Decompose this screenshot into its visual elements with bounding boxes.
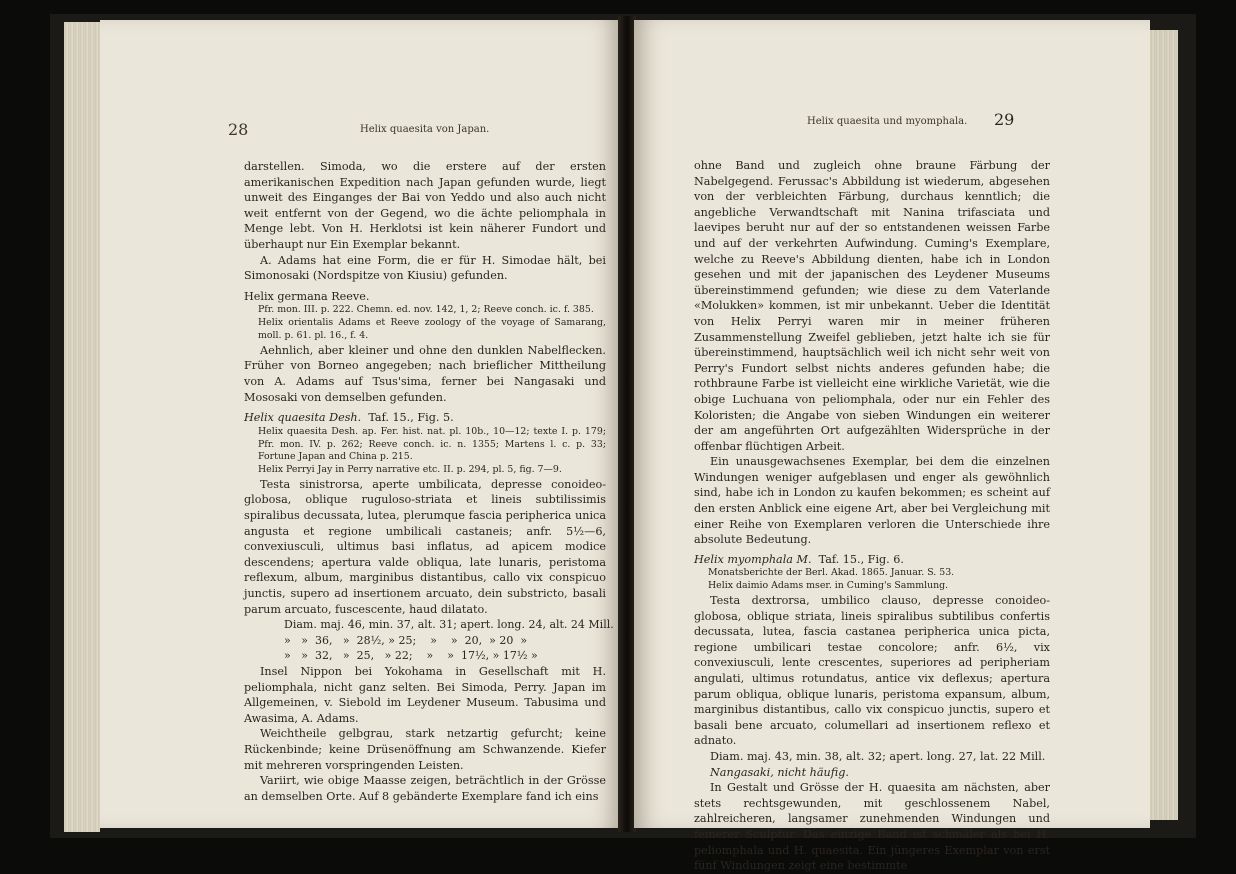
paragraph: A. Adams hat eine Form, die er für H. Simodae hält, bei Simonosaki (Nordspitze von Kiusiu) gefunden. <box>244 253 606 283</box>
page-edges-left <box>64 22 100 832</box>
reference: Helix quaesita Desh. ap. Fer. hist. nat. pl. 10b., 10—12; texte I. p. 179; Pfr. mon. IV. p. 262; Reeve conch. ic. n. 1355; Martens l. c. p. 33; Fortune Japan and China p. 215. <box>258 425 606 463</box>
reference: Helix Perryi Jay in Perry narrative etc. II. p. 294, pl. 5, fig. 7—9. <box>258 464 562 476</box>
right-running-title: Helix quaesita und myomphala. <box>807 116 968 127</box>
reference: Helix orientalis Adams et Reeve zoology of the voyage of Samarang, moll. p. 61. pl. 16., f. 4. <box>258 317 606 341</box>
paragraph: ohne Band und zugleich ohne braune Färbung der Nabelgegend. Ferussac's Abbildung ist wiederum, abgesehen von der verbleichten Färbung, durchaus kenntlich; die angebliche Verwandtschaft mit Nanina trifasciata und laevipes beruht nur auf der so entstandenen weissen Farbe und auf der verkehrten Aufwindung. Cuming's Exemplare, welche zu Reeve's Abbildung dienten, habe ich in London gesehen und mit der japanischen des Leydener Museums übereinstimmend gefunden; wie diese zu dem Vaterlande «Molukken» kommen, ist mir unbekannt. Ueber die Identität von Helix Perryi waren mir in meiner früheren Zusammenstellung Zweifel geblieben, jetzt halte ich sie für übereinstimmend, hauptsächlich weil ich nicht sehr weit von Perry's Fundort selbst nichts anderes gefunden habe; die rothbraune Farbe ist vielleicht eine wirkliche Varietät, wie die obige Luchuana von peliomphala, oder nur ein Fehler des Koloristen; die Angabe von sieben Windungen ein weiterer der am angeführten Ort aufgezählten Widersprüche in der offenbar flüchtigen Arbeit. <box>694 159 1050 453</box>
species-name: Helix myomphala M. <box>694 552 812 566</box>
paragraph: Ein unausgewachsenes Exemplar, bei dem die einzelnen Windungen weniger aufgeblasen und enger als gewöhnlich sind, habe ich in London zu kaufen bekommen; es scheint auf den ersten Anblick eine eigene Art, aber bei Vergleichung mit einer Reihe von Exemplaren verloren die Unterschiede ihre absolute Bedeutung. <box>694 455 1050 547</box>
latin-description: Testa dextrorsa, umbilico clauso, depresse conoideo-globosa, oblique striata, lineis spiralibus subtilibus confertis decussata, lutea, fascia castanea peripherica unica picta, regione umbilicari testae concolore; anfr. 6½, vix convexiusculi, lente crescentes, superiores ad peripheriam angulati, ultimus rotundatus, antice vix deflexus; apertura parum obliqua, oblique lunaris, peristoma expansum, album, marginibus distantibus, callo vix conspicuo junctis, supero et basali bene arcuato, columellari ad insertionem reflexo et adnato. <box>694 594 1050 748</box>
right-content <box>694 158 1050 874</box>
species-heading: Helix germana Reeve. <box>244 289 370 303</box>
reference: Helix daimio Adams mser. in Cuming's Sammlung. <box>708 580 949 592</box>
dimensions-row: Diam. maj. 43, min. 38, alt. 32; apert. long. 27, lat. 22 Mill. <box>710 749 1046 763</box>
paragraph: darstellen. Simoda, wo die erstere auf der ersten amerikanischen Expedition nach Japan gefunden wurde, liegt unweit des Einganges der Bai von Yeddo und also auch nicht weit entfernt von der Gegend, wo die ächte peliomphala in Menge lebt. Von H. Herklotsi ist kein näherer Fundort und überhaupt nur Ein Exemplar bekannt. <box>244 160 606 251</box>
paragraph: Variirt, wie obige Maasse zeigen, beträchtlich in der Grösse an demselben Orte. Auf 8 gebänderte Exemplare fand ich eins <box>244 774 606 803</box>
plate-ref: Taf. 15., Fig. 6. <box>818 552 904 566</box>
left-page <box>100 20 620 828</box>
dimensions-row: » » 32, » 25, » 22; » » 17½, » 17½ » <box>284 649 538 663</box>
latin-description: Testa sinistrorsa, aperte umbilicata, depresse conoideo-globosa, oblique ruguloso-striata et lineis subtilissimis spiralibus decussata, lutea, plerumque fascia peripherica unica angusta et regione umbilicali castaneis; anfr. 5½—6, convexiusculi, ultimus basi inflatus, ad apicem modice descendens; apertura valde obliqua, late lunaris, peristoma reflexum, album, marginibus distantibus, callo vix conspicuo junctis, supero ad insertionem arcuato, dein substricto, basali parum arcuato, fuscescente, haud dilatato. <box>244 477 606 616</box>
paragraph: In Gestalt und Grösse der H. quaesita am nächsten, aber stets rechtsgewunden, mit geschlossenem Nabel, zahlreicheren, langsamer zunehmenden Windungen und feinerer Sculptur. Das einzige Band ist schmäler als bei H. peliomphala und H. quaesita. Ein jüngeres Exemplar von erst fünf Windungen zeigt eine bestimmte <box>694 781 1050 873</box>
right-page <box>634 20 1150 873</box>
species-name: Helix quaesita Desh. <box>244 411 362 425</box>
left-content <box>244 159 614 804</box>
reference: Pfr. mon. III. p. 222. Chemn. ed. nov. 142, 1, 2; Reeve conch. ic. f. 385. <box>258 304 594 316</box>
right-page-number: 29 <box>994 110 1015 129</box>
plate-ref: Taf. 15., Fig. 5. <box>368 411 454 425</box>
paragraph: Insel Nippon bei Yokohama in Gesellschaft mit H. peliomphala, nicht ganz selten. Bei Simoda, Perry. Japan im Allgemeinen, v. Siebold im Leydener Museum. Tabusima und Awasima, A. Adams. <box>244 665 606 725</box>
species-heading <box>244 410 606 426</box>
dimensions-row: » » 36, » 28½, » 25; » » 20, » 20 » <box>284 633 528 647</box>
paragraph: Aehnlich, aber kleiner und ohne den dunklen Nabelflecken. Früher von Borneo angegeben; nach brieflicher Mittheilung von A. Adams auf Tsus'sima, ferner bei Nangasaki und Mososaki von demselben gefunden. <box>244 343 606 404</box>
dimensions-row: Diam. maj. 46, min. 37, alt. 31; apert. long. 24, alt. 24 Mill. <box>284 618 614 632</box>
left-running-title: Helix quaesita von Japan. <box>360 124 490 135</box>
left-page-number: 28 <box>228 120 249 139</box>
paragraph: Weichtheile gelbgrau, stark netzartig gefurcht; keine Rückenbinde; keine Drüsenöffnung am Schwanzende. Kiefer mit mehreren vorspringenden Leisten. <box>244 727 606 772</box>
reference: Monatsberichte der Berl. Akad. 1865. Januar. S. 53. <box>708 567 955 579</box>
species-heading <box>694 552 1050 568</box>
page-edges-right <box>1150 30 1178 820</box>
locality: Nangasaki, nicht häufig. <box>710 765 849 779</box>
